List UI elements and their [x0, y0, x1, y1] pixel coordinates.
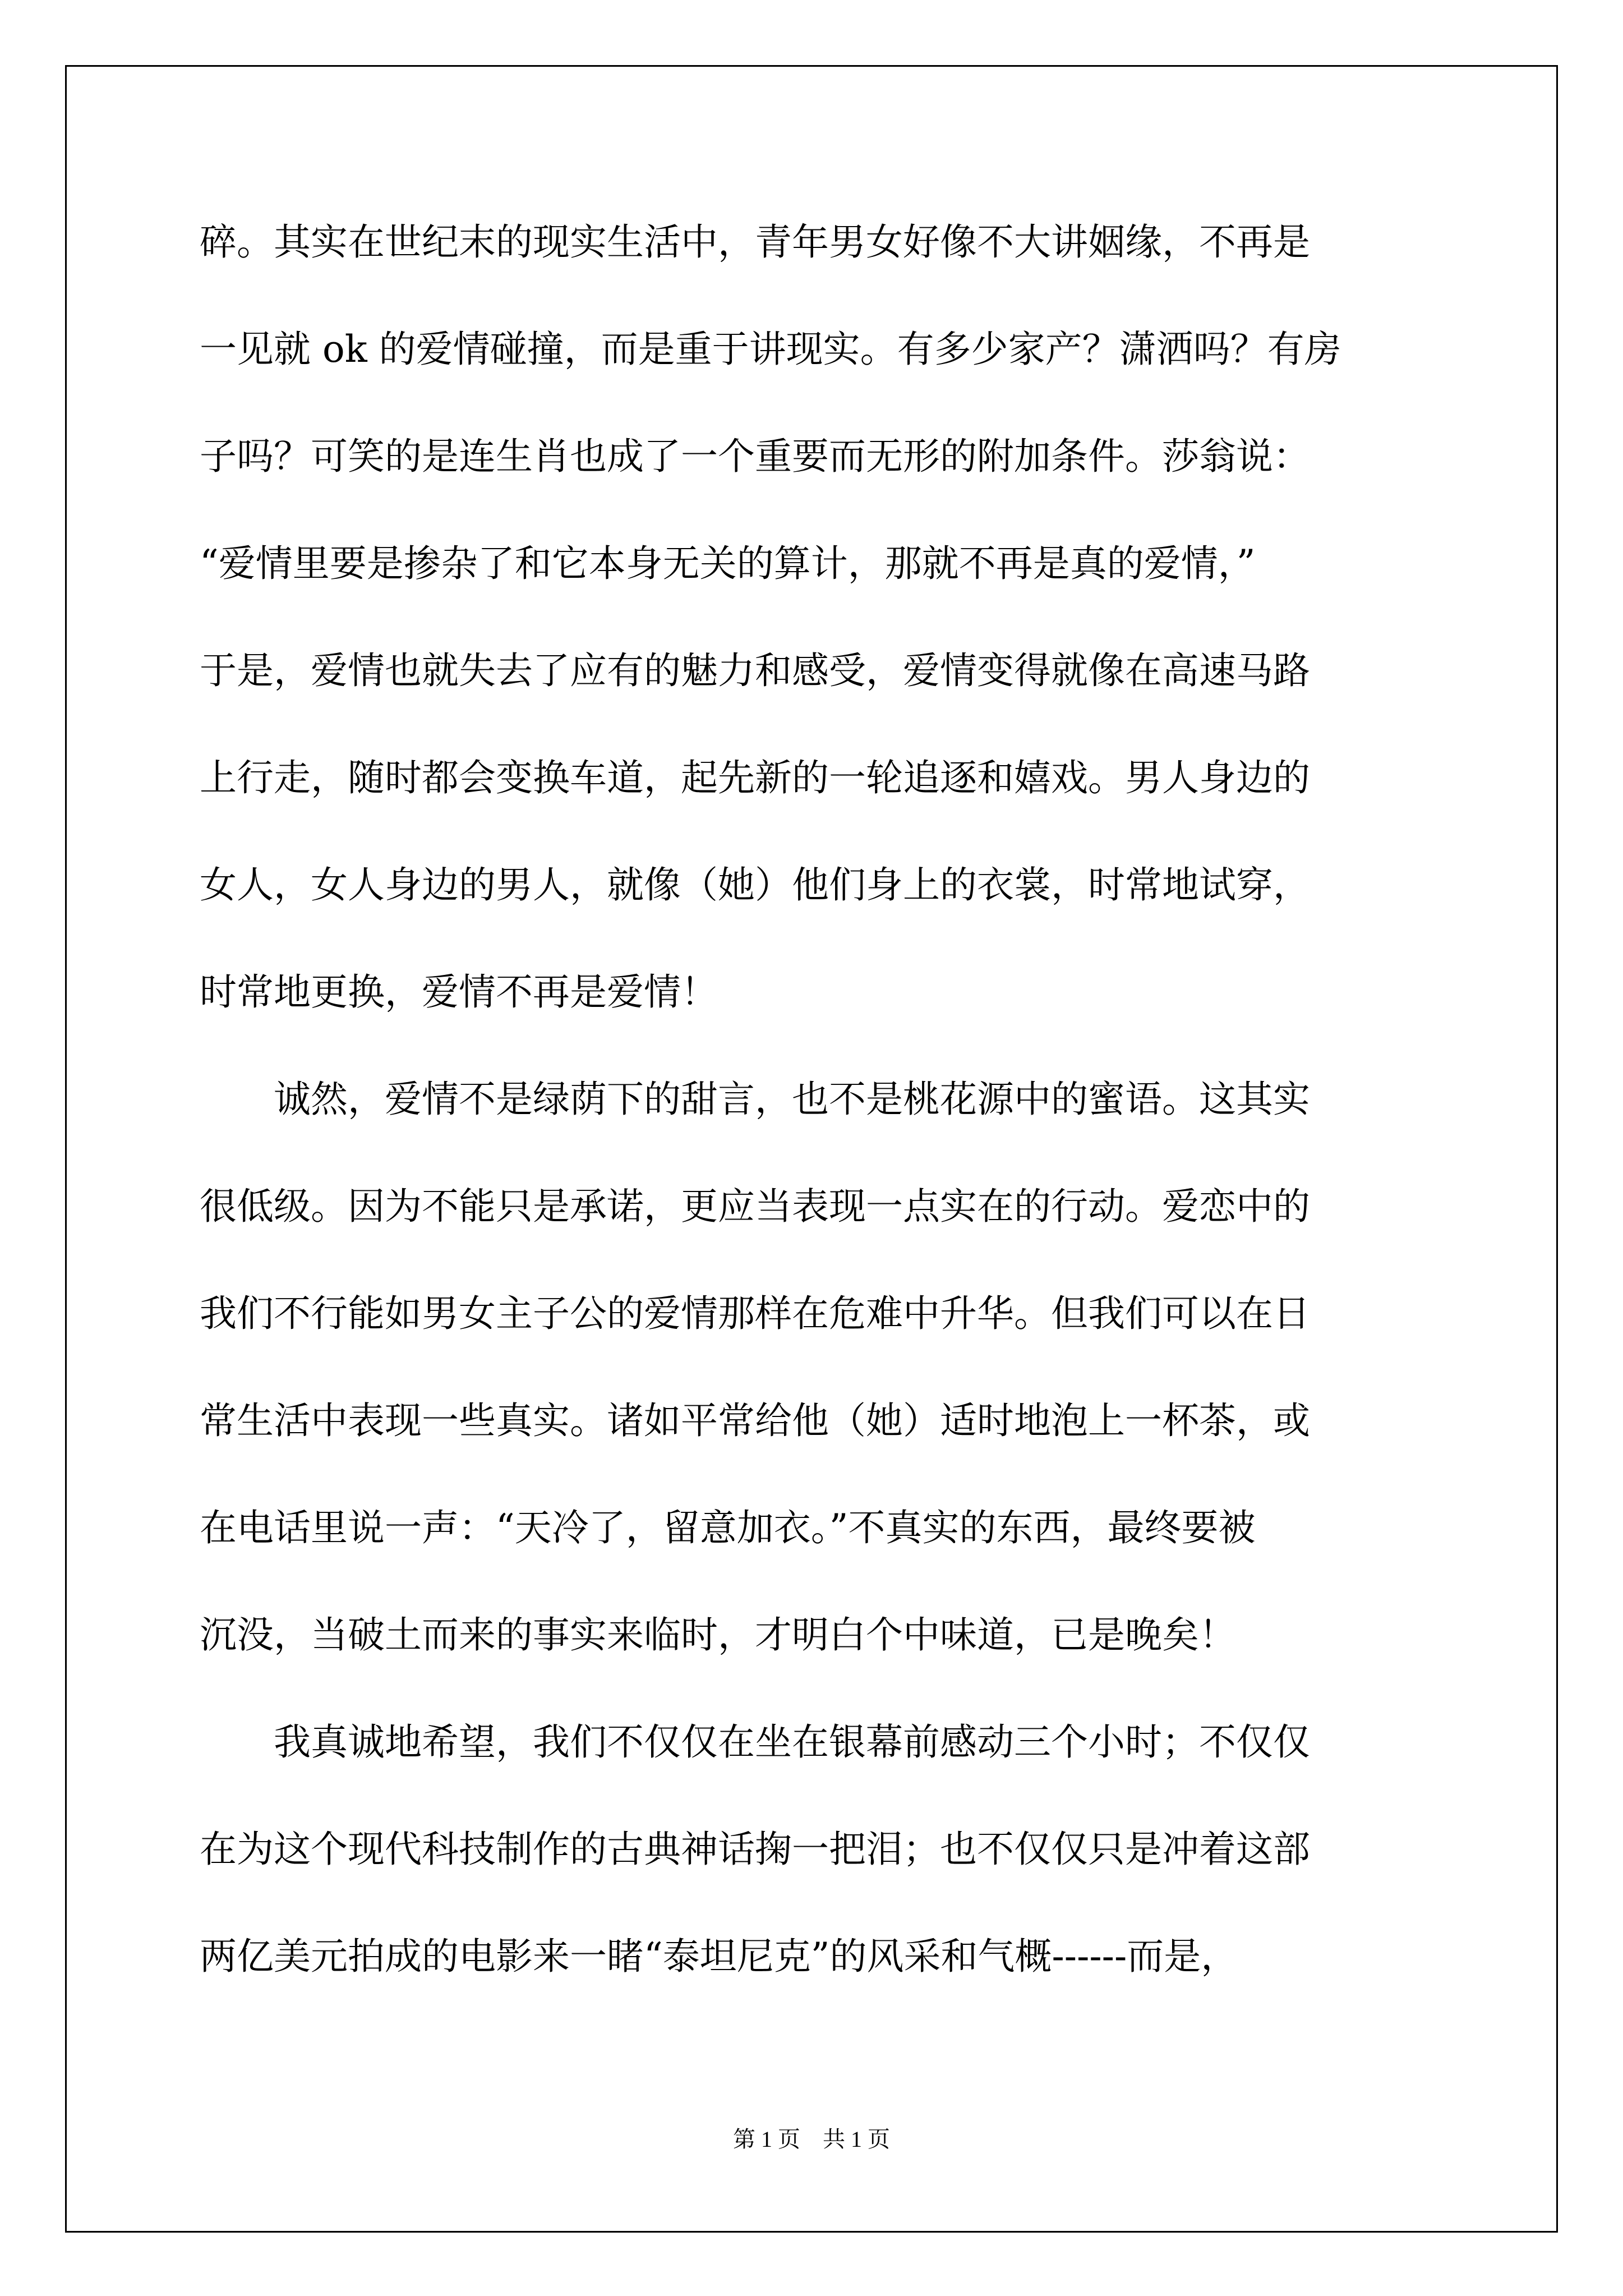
text-line: 女人，女人身边的男人，就像（她）他们身上的衣裳，时常地试穿， — [200, 863, 1310, 907]
paragraph-first-line: 我真诚地希望，我们不仅仅在坐在银幕前感动三个小时；不仅仅 — [274, 1720, 1310, 1764]
text-line: 时常地更换，爱情不再是爱情！ — [200, 970, 718, 1014]
text-line: 我们不行能如男女主子公的爱情那样在危难中升华。但我们可以在日 — [200, 1292, 1310, 1335]
text-line: 碎。其实在世纪末的现实生活中，青年男女好像不大讲姻缘，不再是 — [200, 220, 1310, 264]
text-line: “爱情里要是掺杂了和它本身无关的算计，那就不再是真的爱情，” — [200, 542, 1256, 585]
text-line: 上行走，随时都会变换车道，起先新的一轮追逐和嬉戏。男人身边的 — [200, 756, 1310, 799]
text-line: 于是，爱情也就失去了应有的魅力和感受，爱情变得就像在高速马路 — [200, 649, 1310, 692]
text-line: 两亿美元拍成的电影来一睹“泰坦尼克”的风采和气概------而是， — [200, 1935, 1238, 1978]
page-number-footer: 第 1 页 共 1 页 — [733, 2127, 890, 2152]
text-line: 在为这个现代科技制作的古典神话掬一把泪；也不仅仅只是冲着这部 — [200, 1828, 1310, 1871]
text-line: 在电话里说一声：“天冷了，留意加衣。”不真实的东西，最终要被 — [200, 1506, 1256, 1549]
text-line: 很低级。因为不能只是承诺，更应当表现一点实在的行动。爱恋中的 — [200, 1185, 1310, 1228]
text-line: 子吗？可笑的是连生肖也成了一个重要而无形的附加条件。莎翁说： — [200, 435, 1310, 478]
text-line: 常生活中表现一些真实。诸如平常给他（她）适时地泡上一杯茶，或 — [200, 1399, 1310, 1442]
page-border — [65, 65, 1558, 2233]
text-line: 沉没，当破土而来的事实来临时，才明白个中味道，已是晚矣！ — [200, 1613, 1236, 1657]
paragraph-first-line: 诚然，爱情不是绿荫下的甜言，也不是桃花源中的蜜语。这其实 — [274, 1078, 1310, 1121]
text-line: 一见就 ok 的爱情碰撞，而是重于讲现实。有多少家产？潇洒吗？有房 — [200, 328, 1341, 371]
